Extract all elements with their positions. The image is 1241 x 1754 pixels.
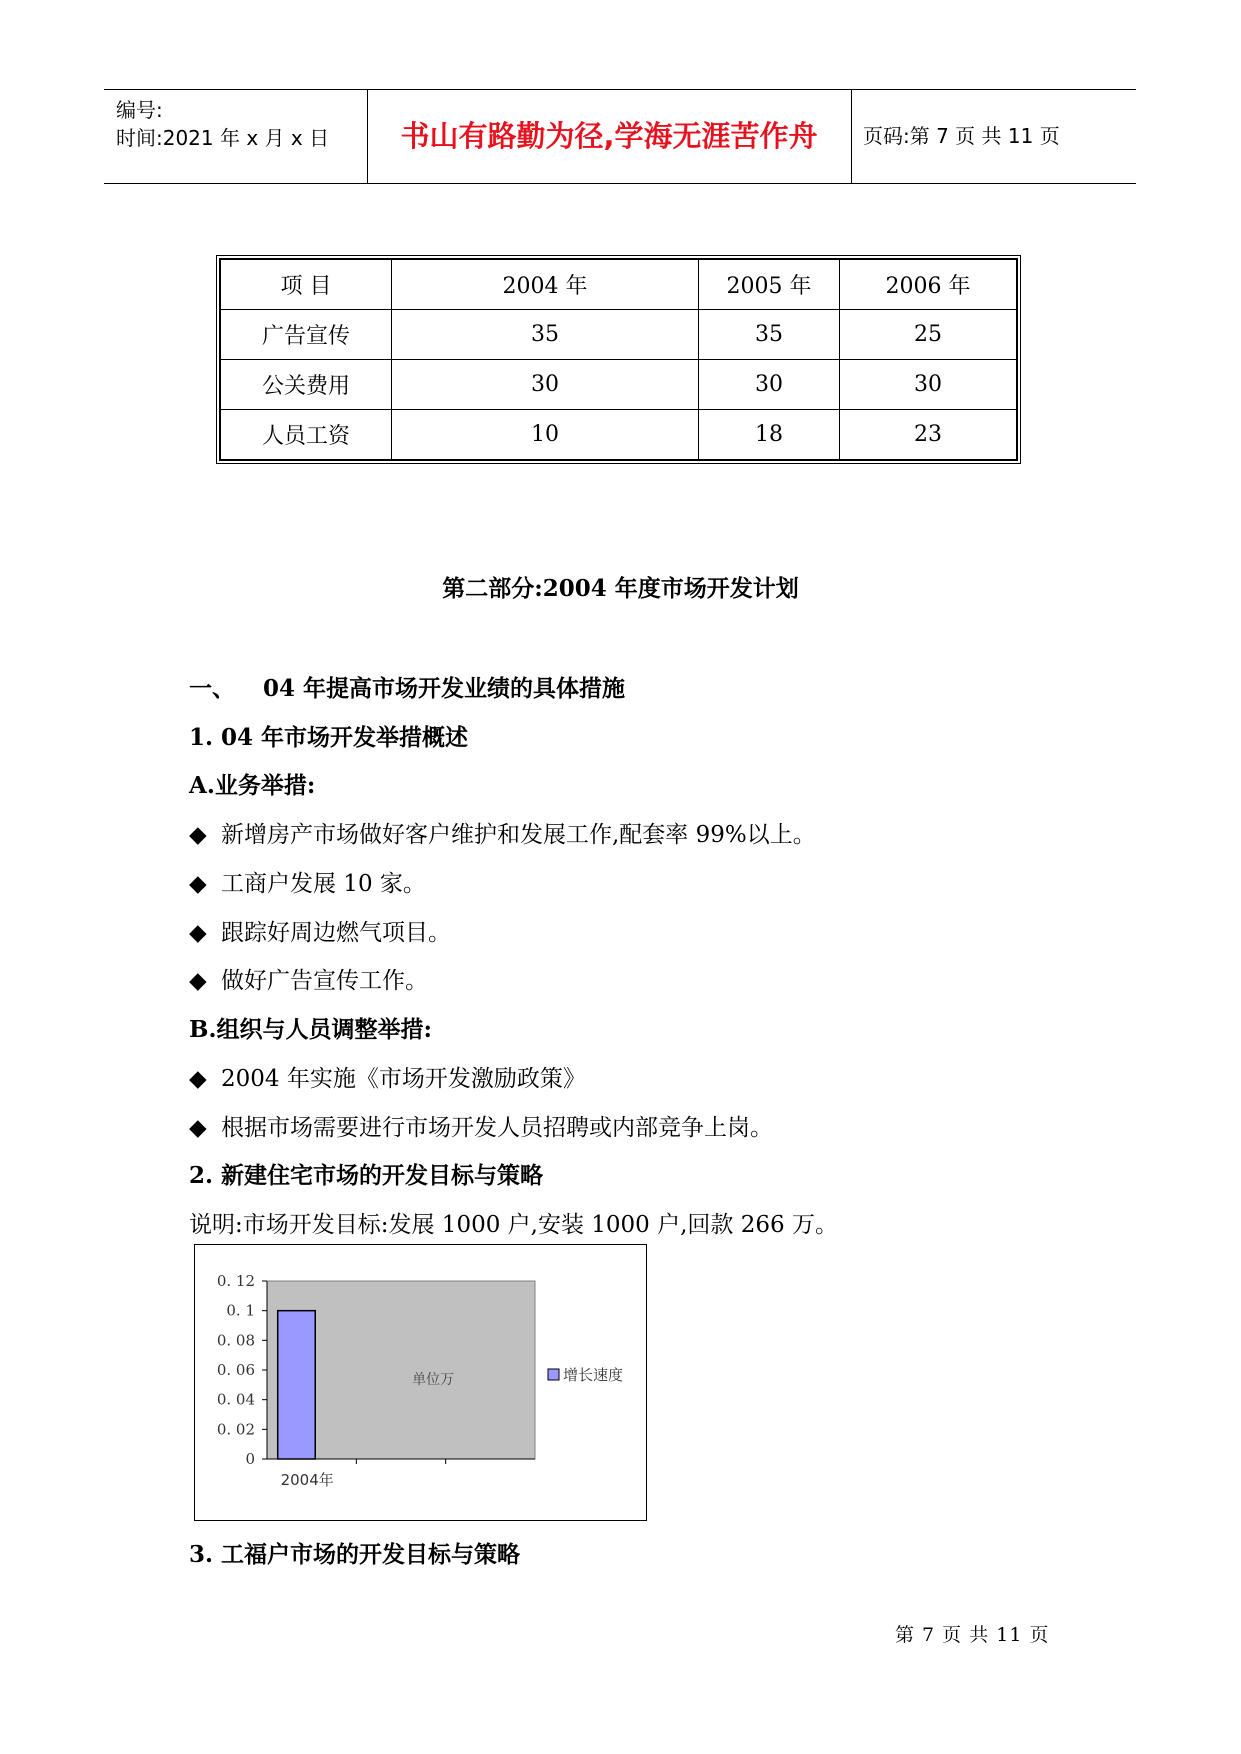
list-item-text: 根据市场需要进行市场开发人员招聘或内部竞争上岗。 (221, 1115, 773, 1141)
y-tick-label: 0. 08 (216, 1331, 255, 1350)
table-row (220, 410, 1017, 461)
section-number: 一、 (189, 675, 235, 702)
number-label: 编号: (116, 98, 163, 122)
table-header-row (220, 259, 1017, 310)
table-cell: 25 (840, 310, 1018, 360)
target-note: 说明:市场开发目标:发展 1000 户,安装 1000 户,回款 266 万。 (189, 1212, 838, 1238)
table-cell: 18 (699, 410, 840, 461)
table-cell: 人员工资 (220, 410, 392, 461)
table-row (220, 310, 1017, 360)
y-tick-label: 0. 12 (216, 1272, 255, 1290)
list-item-text: 工商户发展 10 家。 (221, 871, 426, 897)
table-cell: 10 (392, 410, 699, 461)
y-tick-label: 0. 1 (226, 1301, 255, 1320)
list-item (189, 816, 816, 849)
legend-label: 增长速度 (563, 1366, 624, 1384)
diamond-bullet-icon: ◆ (189, 1066, 207, 1092)
page-header (104, 89, 1136, 184)
diamond-bullet-icon: ◆ (189, 871, 207, 897)
budget-table (219, 258, 1018, 461)
table-header-cell: 项 目 (220, 259, 392, 310)
table-cell: 30 (840, 360, 1018, 410)
x-tick-label: 2004年 (280, 1471, 334, 1489)
bars (278, 1311, 316, 1459)
bar (278, 1311, 316, 1459)
chart-annotation: 单位万 (412, 1372, 455, 1389)
part-title: 第二部分:2004 年度市场开发计划 (442, 575, 799, 602)
diamond-bullet-icon: ◆ (189, 920, 207, 946)
y-tick-label: 0. 02 (216, 1420, 255, 1439)
list-item (189, 865, 426, 898)
table-cell: 35 (699, 310, 840, 360)
table-cell: 30 (392, 360, 699, 410)
legend-swatch (548, 1369, 559, 1380)
x-axis-ticks (281, 1459, 446, 1489)
y-tick-label: 0. 04 (216, 1390, 255, 1409)
y-tick-label: 0 (245, 1450, 255, 1468)
list-item (189, 914, 451, 947)
diamond-bullet-icon: ◆ (189, 968, 207, 994)
list-item-text: 2004 年实施《市场开发激励政策》 (221, 1066, 586, 1092)
y-tick-label: 0. 06 (216, 1361, 255, 1379)
time-label: 时间:2021 年 x 月 x 日 (116, 126, 330, 150)
header-meta (104, 90, 368, 183)
growth-chart-svg (195, 1245, 646, 1520)
table-cell: 35 (392, 310, 699, 360)
subheading-2: 2. 新建住宅市场的开发目标与策略 (189, 1162, 544, 1189)
page-footer: 第 7 页 共 11 页 (895, 1624, 1050, 1646)
list-item-text: 做好广告宣传工作。 (221, 968, 428, 994)
diamond-bullet-icon: ◆ (189, 1115, 207, 1141)
table-cell: 广告宣传 (220, 310, 392, 360)
header-motto: 书山有路勤为径,学海无涯苦作舟 (367, 90, 852, 183)
header-page-label: 页码:第 7 页 共 11 页 (863, 124, 1060, 148)
diamond-bullet-icon: ◆ (189, 822, 207, 848)
list-item (189, 1060, 586, 1093)
section-title: 04 年提高市场开发业绩的具体措施 (263, 675, 626, 702)
table-header-cell: 2005 年 (699, 259, 840, 310)
table-header-cell: 2006 年 (840, 259, 1018, 310)
b-title: B.组织与人员调整举措: (189, 1016, 432, 1043)
list-item (189, 962, 428, 995)
subheading-3: 3. 工福户市场的开发目标与策略 (189, 1541, 521, 1568)
list-item-text: 新增房产市场做好客户维护和发展工作,配套率 99%以上。 (221, 822, 816, 848)
list-item-text: 跟踪好周边燃气项目。 (221, 920, 451, 946)
table-header-cell: 2004 年 (392, 259, 699, 310)
section-heading (189, 670, 625, 703)
table-row (220, 360, 1017, 410)
a-title: A.业务举措: (189, 772, 316, 799)
table-cell: 公关费用 (220, 360, 392, 410)
subheading-1: 1. 04 年市场开发举措概述 (189, 724, 469, 751)
table-cell: 23 (840, 410, 1018, 461)
list-item (189, 1109, 773, 1142)
table-cell: 30 (699, 360, 840, 410)
growth-chart (194, 1244, 647, 1521)
